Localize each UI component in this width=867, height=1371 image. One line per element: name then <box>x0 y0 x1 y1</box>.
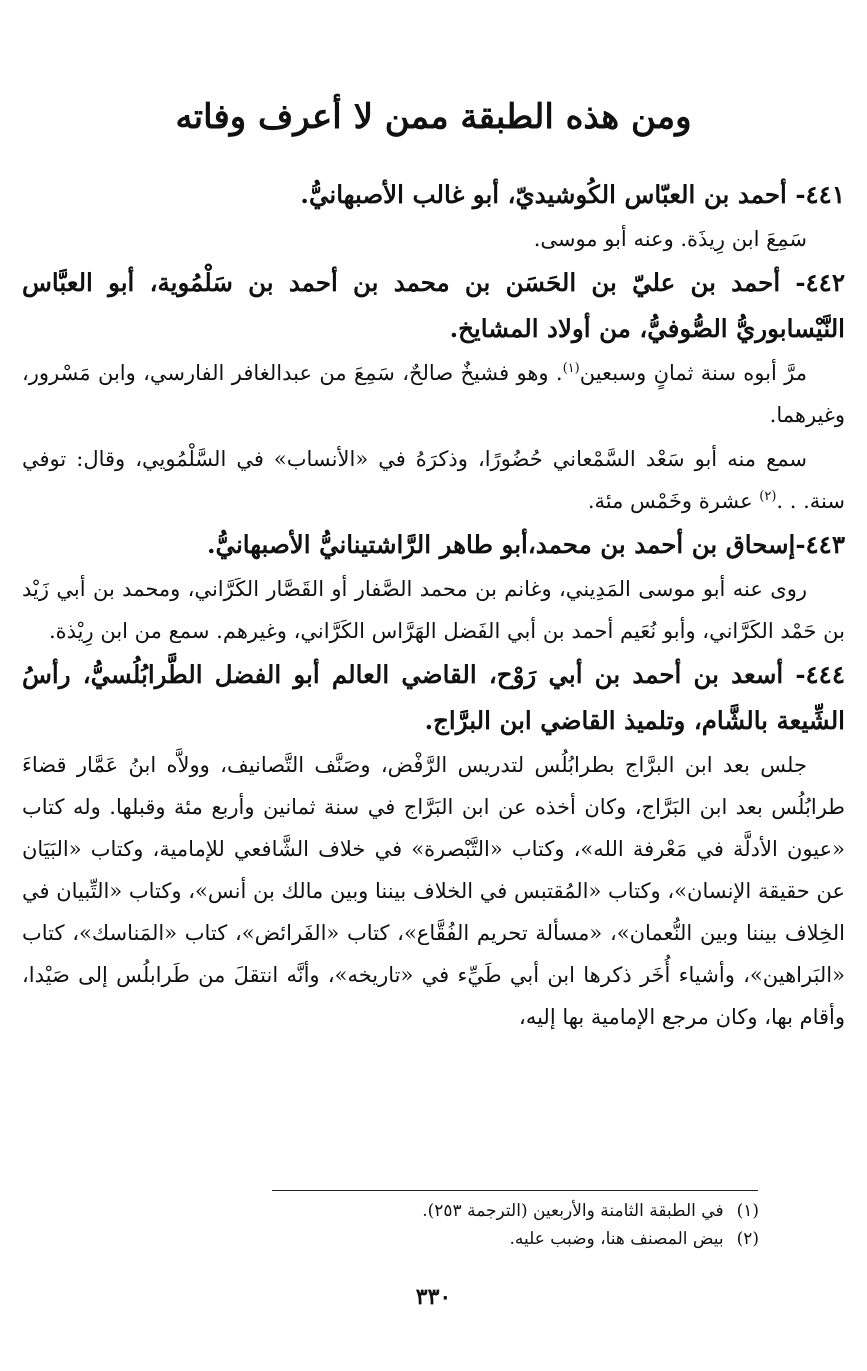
entry-paragraph: جلس بعد ابن البرَّاج بطرابُلُس لتدريس الرَّفْض، وصَنَّف التَّصانيف، وولاَّه ابنُ عَمَّار قضاءَ طرابُلُس بعد ابن البَرَّاج، وكان أخذه عن ابن البَرَّاج في سنة ثمانين وأربع مئة وقبلها. وله كتاب «عيون الأدلَّة في مَعْرفة الله»، وكتاب «التَّبْصرة» في خلاف الشَّافعي للإمامية، وكتاب «البَيَان عن حقيقة الإنسان»، وكتاب «المُقتبس في الخلاف بيننا وبين مالك بن أنس»، وكتاب «التِّبيان في الخِلاف بيننا وبين النُّعمان»، «مسألة تحريم الفُقَّاع»، كتاب «الفَرائض»، كتاب «المَناسك»، كتاب «البَراهين»، وأشياء أُخَر ذكرها ابن أبي طَيِّء في «تاريخه»، وأنَّه انتقلَ من طَرابلُس إلى صَيْدا، وأقام بها، وكان مرجع الإمامية بها إليه، <box>22 753 845 1029</box>
entry-443 <box>22 522 845 652</box>
entry-title: ٤٤٢- أحمد بن عليّ بن الحَسَن بن محمد بن أحمد بن سَلْمُوية، أبو العبَّاس النَّيْسابوريُّ الصُّوفيُّ، من أولاد المشايخ. <box>22 268 845 343</box>
paragraph-text: سمع منه أبو سَعْد السَّمْعاني حُضُورًا، وذكرَهُ في «الأنساب» في السَّلْمُويي، وقال: توفي سنة. . . <box>22 447 845 513</box>
entry-442 <box>22 260 845 522</box>
entry-title: ٤٤٤- أسعد بن أحمد بن أبي رَوْح، القاضي العالم أبو الفضل الطَّرابُلُسيُّ، رأسُ الشِّيعة بالشَّام، وتلميذ القاضي ابن البرَّاج. <box>22 660 845 735</box>
footnote-number: (٢) <box>736 1229 759 1249</box>
footnote-divider <box>272 1190 758 1191</box>
page-number: ٣٣٠ <box>415 1284 452 1310</box>
entry-title: ٤٤١- أحمد بن العبّاس الكُوشيديّ، أبو غالب الأصبهانيُّ. <box>300 180 845 209</box>
paragraph-text: مرَّ أبوه سنة ثمانٍ وسبعين <box>579 361 807 385</box>
footnotes <box>239 1197 759 1253</box>
footnote-text: في الطبقة الثامنة والأربعين (الترجمة ٢٥٣). <box>422 1201 724 1221</box>
footnote-number: (١) <box>736 1201 759 1221</box>
entry-title: ٤٤٣-إسحاق بن أحمد بن محمد،أبو طاهر الرَّاشتينانيُّ الأصبهانيُّ. <box>207 530 845 559</box>
footnote-text: بيض المصنف هنا، وضبب عليه. <box>509 1229 724 1249</box>
entry-paragraph: سَمِعَ ابن رِيذَة. وعنه أبو موسى. <box>533 227 807 251</box>
footnote-1 <box>239 1197 759 1225</box>
footnote-marker-1[interactable]: (١) <box>562 361 580 376</box>
footnote-2 <box>239 1225 759 1253</box>
entry-444 <box>22 652 845 1038</box>
entry-paragraph <box>22 352 845 436</box>
entry-441 <box>22 172 845 260</box>
paragraph-text: عشرة وخَمْس مئة. <box>587 489 760 513</box>
footnote-marker-2[interactable]: (٢) <box>759 489 777 504</box>
section-heading: ومن هذه الطبقة ممن لا أعرف وفاته <box>175 97 692 137</box>
entry-paragraph: روى عنه أبو موسى المَدِيني، وغانم بن محمد الصَّفار أو القَصَّار الكَرَّاني، ومحمد بن أبي زَيْد بن حَمْد الكَرَّاني، وأبو نُعَيم أحمد بن أبي الفَضل الهَرَّاس الكَرَّاني، وغيرهم. سمع من ابن رِيْذة. <box>22 577 845 643</box>
paragraph-text: . وهو فشيخٌ صالحٌ، سَمِعَ من عبدالغافر الفارسي، وابن مَسْرور، وغيرهما. <box>22 361 845 427</box>
entry-paragraph <box>22 438 845 522</box>
page-body <box>22 172 845 1038</box>
